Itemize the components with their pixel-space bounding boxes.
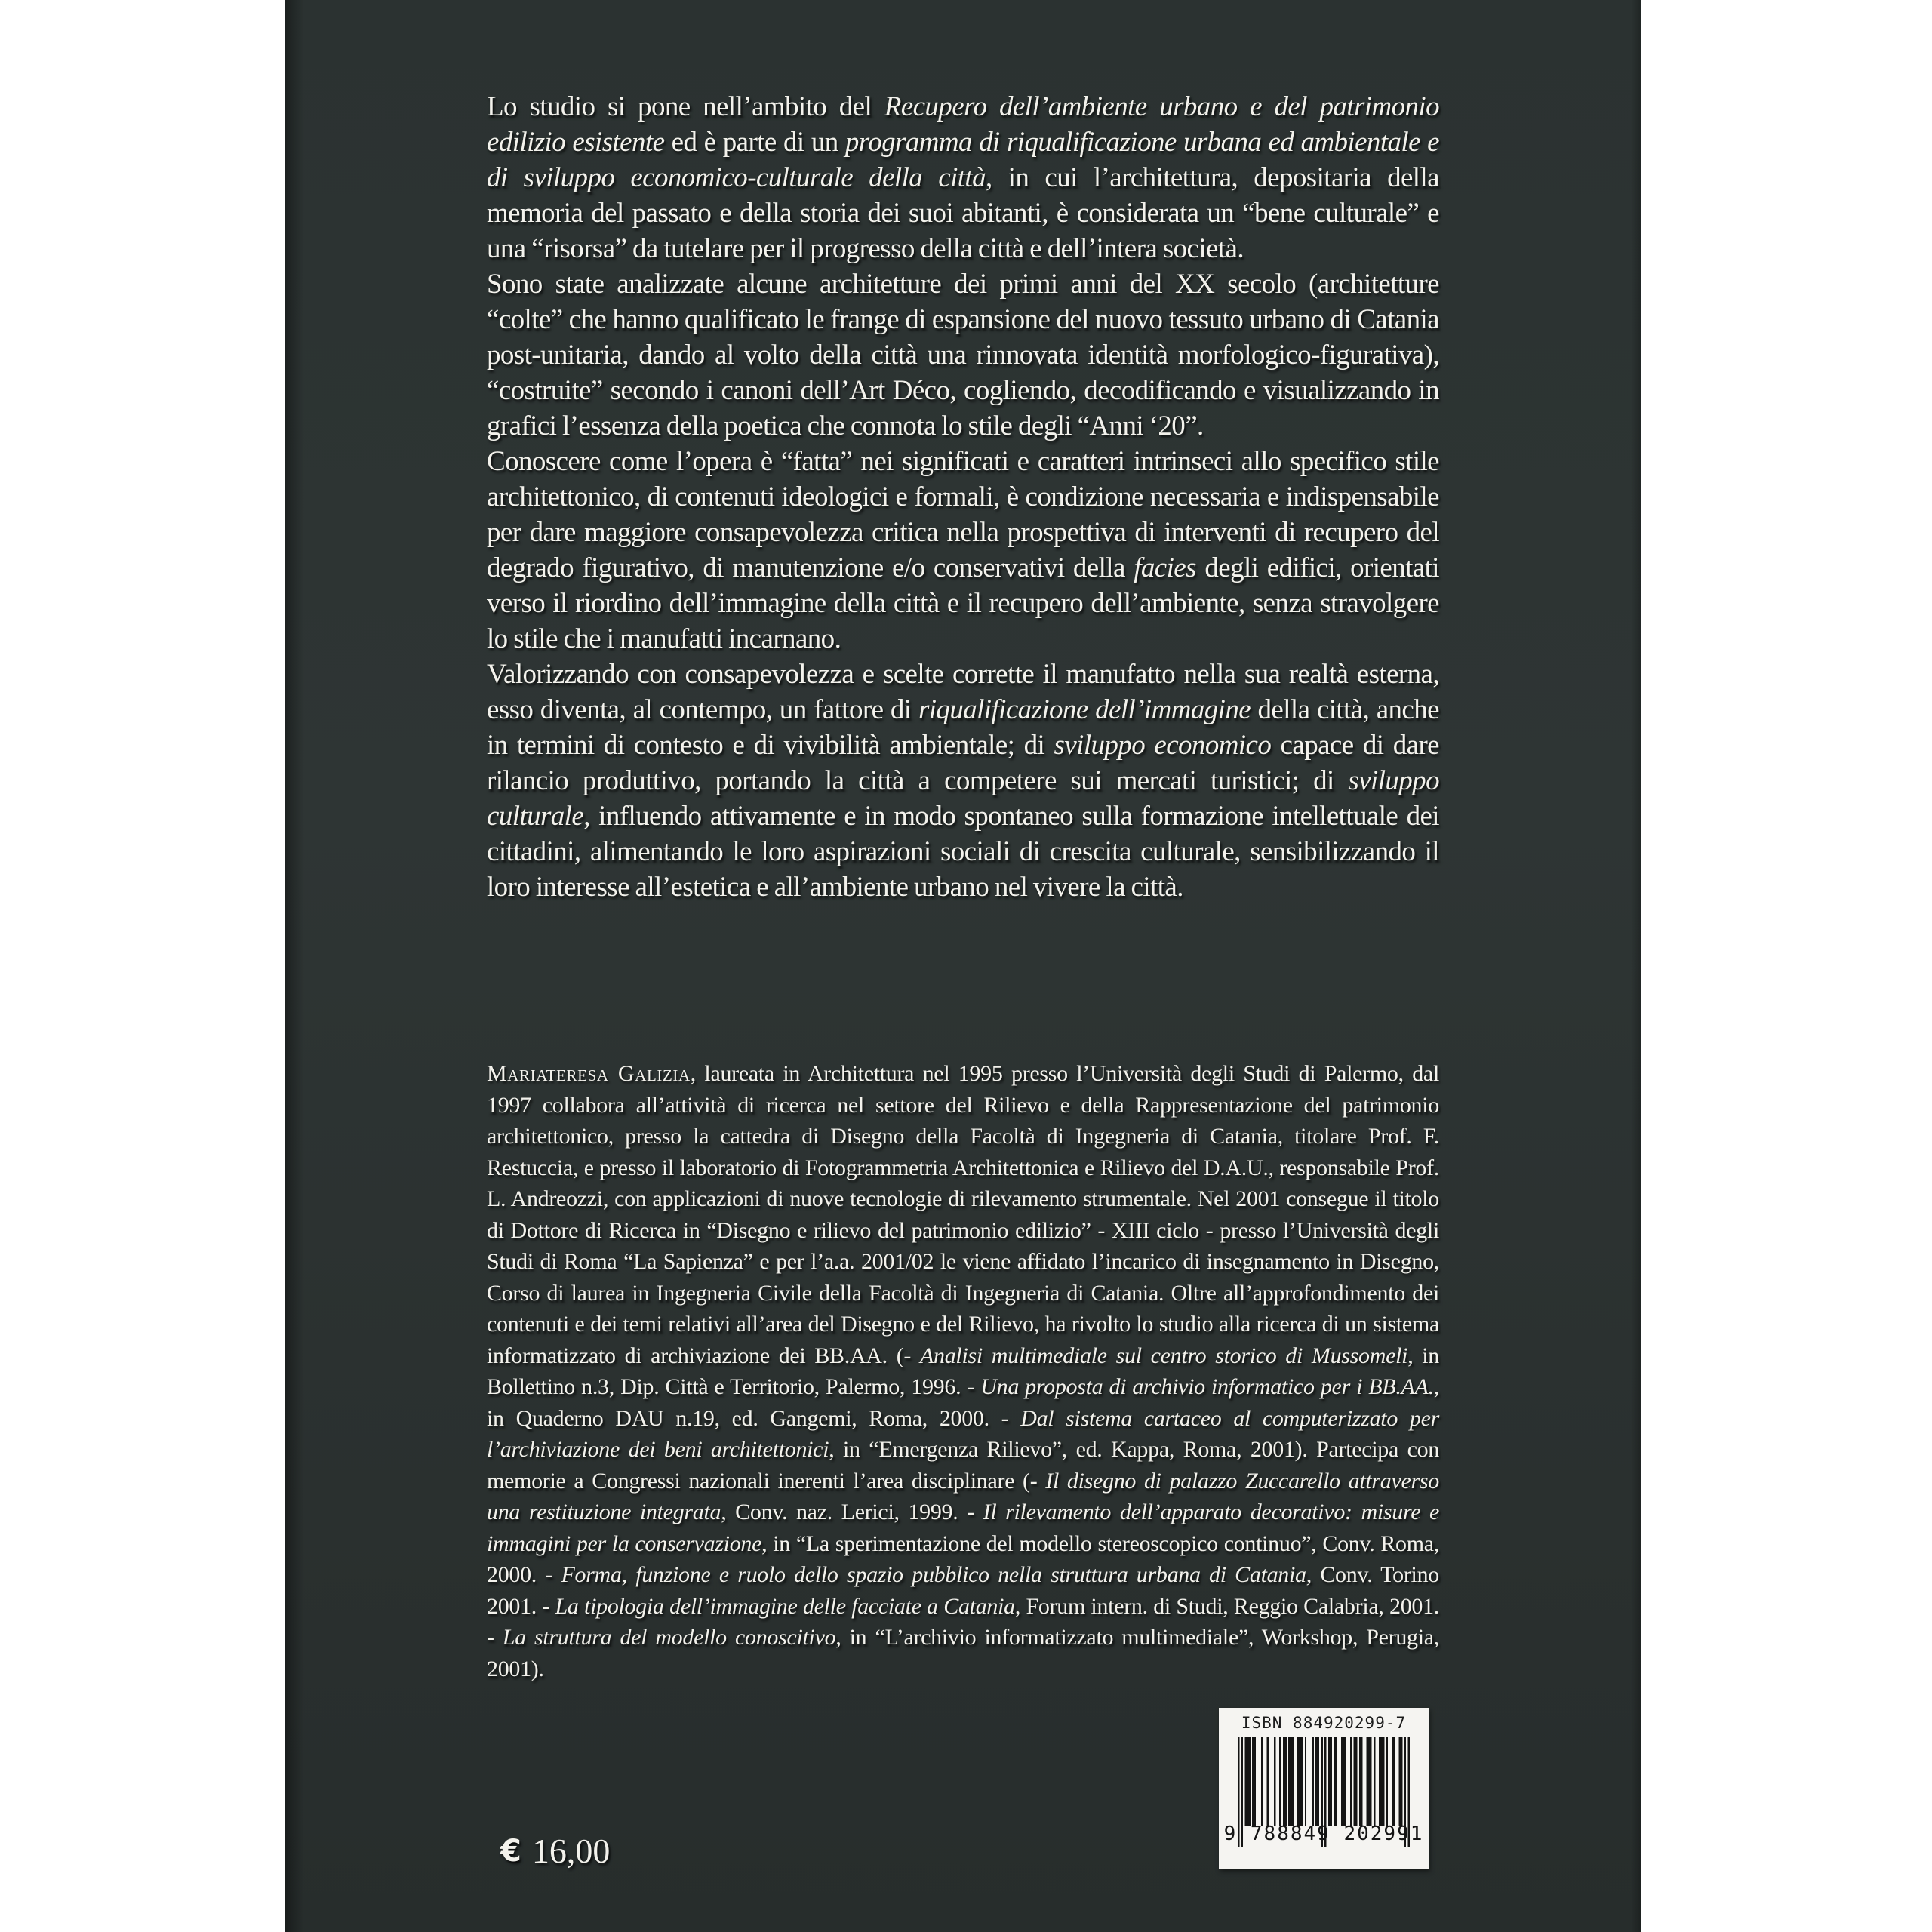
blurb-paragraph: Conoscere come l’opera è “fatta” nei significati e caratteri intrinseci allo specifico stile architettonico, di contenuti ideologici e formali, è condizione necessaria e indispensabile per dare maggiore consapevolezza critica nella prospettiva di interventi di recupero del degrado figurativo, di manutenzione e/o conservativi della facies degli edifici, orientati verso il riordino dell’immagine della città e il recupero dell’ambiente, senza stravolgere lo stile che i manufatti incarnano. xyxy=(487,446,1439,654)
author-bio xyxy=(487,1058,1439,1684)
blurb-paragraph: Valorizzando con consapevolezza e scelte corrette il manufatto nella sua realtà esterna, esso diventa, al contempo, un fattore di riqualificazione dell’immagine della città, anche in termini di contesto e di vivibilità ambientale; di sviluppo economico capace di dare rilancio produttivo, portando la città a competere sui mercati turistici; di sviluppo culturale, influendo attivamente e in modo spontaneo sulla formazione intellettuale dei cittadini, alimentando le loro aspirazioni sociali di crescita culturale, sensibilizzando il loro interesse all’estetica e all’ambiente urbano nel vivere la città. xyxy=(487,659,1439,903)
book-cover xyxy=(285,0,1641,1932)
barcode-label xyxy=(1219,1708,1429,1869)
price-label xyxy=(500,1831,610,1871)
euro-symbol: € xyxy=(500,1834,521,1869)
blurb-paragraph: Sono state analizzate alcune architetture dei primi anni del XX secolo (architetture “colte” che hanno qualificato le frange di espansione del nuovo tessuto urbano di Catania post-unitaria, dando al volto della città una rinnovata identità morfologico-figurativa), “costruite” secondo i canoni dell’Art Déco, cogliendo, decodificando e visualizzando in grafici l’essenza della poetica che connota lo stile degli “Anni ‘20”. xyxy=(487,269,1439,441)
isbn-number: ISBN 884920299-7 xyxy=(1241,1714,1407,1732)
author-bio-paragraph: Mariateresa Galizia, laureata in Architettura nel 1995 presso l’Università degli Studi di Palermo, dal 1997 collabora all’attività di ricerca nel settore del Rilievo e della Rappresentazione del patrimonio architettonico, presso la cattedra di Disegno della Facoltà di Ingegneria di Catania, titolare Prof. F. Restuccia, e presso il laboratorio di Fotogrammetria Architettonica e Rilievo del D.A.U., responsabile Prof. L. Andreozzi, con applicazioni di nuove tecnologie di rilevamento strumentale. Nel 2001 consegue il titolo di Dottore di Ricerca in “Disegno e rilievo del patrimonio edilizio” - XIII ciclo - presso l’Università degli Studi di Roma “La Sapienza” e per l’a.a. 2001/02 le viene affidato l’incarico di insegnamento in Disegno, Corso di laurea in Ingegneria Civile della Facoltà di Ingegneria di Catania. Oltre all’approfondimento dei contenuti e dei temi relativi all’area del Disegno e del Rilievo, ha rivolto lo studio alla ricerca di un sistema informatizzato di archiviazione dei BB.AA. (- Analisi multimediale sul centro storico di Mussomeli, in Bollettino n.3, Dip. Città e Territorio, Palermo, 1996. - Una proposta di archivio informatico per i BB.AA., in Quaderno DAU n.19, ed. Gangemi, Roma, 2000. - Dal sistema cartaceo al computerizzato per l’archiviazione dei beni architettonici, in “Emergenza Rilievo”, ed. Kappa, Roma, 2001). Partecipa con memorie a Congressi nazionali inerenti l’area disciplinare (- Il disegno di palazzo Zuccarello attraverso una restituzione integrata, Conv. naz. Lerici, 1999. - Il rilevamento dell’apparato decorativo: misure e immagini per la conservazione, in “La sperimentazione del modello stereoscopico continuo”, Conv. Roma, 2000. - Forma, funzione e ruolo dello spazio pubblico nella struttura urbana di Catania, Conv. Torino 2001. - La tipologia dell’immagine delle facciate a Catania, Forum intern. di Studi, Reggio Calabria, 2001. - La struttura del modello conoscitivo, in “L’archivio informatizzato multimediale”, Workshop, Perugia, 2001). xyxy=(487,1061,1439,1681)
blurb-paragraph: Lo studio si pone nell’ambito del Recupero dell’ambiente urbano e del patrimonio edilizio esistente ed è parte di un programma di riqualificazione urbana ed ambientale e di sviluppo economico-culturale della città, in cui l’architettura, depositaria della memoria del passato e della storia dei suoi abitanti, è considerata un “bene culturale” e una “risorsa” da tutelare per il progresso della città e dell’intera società. xyxy=(487,91,1439,264)
price-value: 16,00 xyxy=(531,1832,611,1870)
ean-number: 9 788849 202991 xyxy=(1223,1823,1424,1845)
back-cover-blurb xyxy=(487,89,1439,905)
